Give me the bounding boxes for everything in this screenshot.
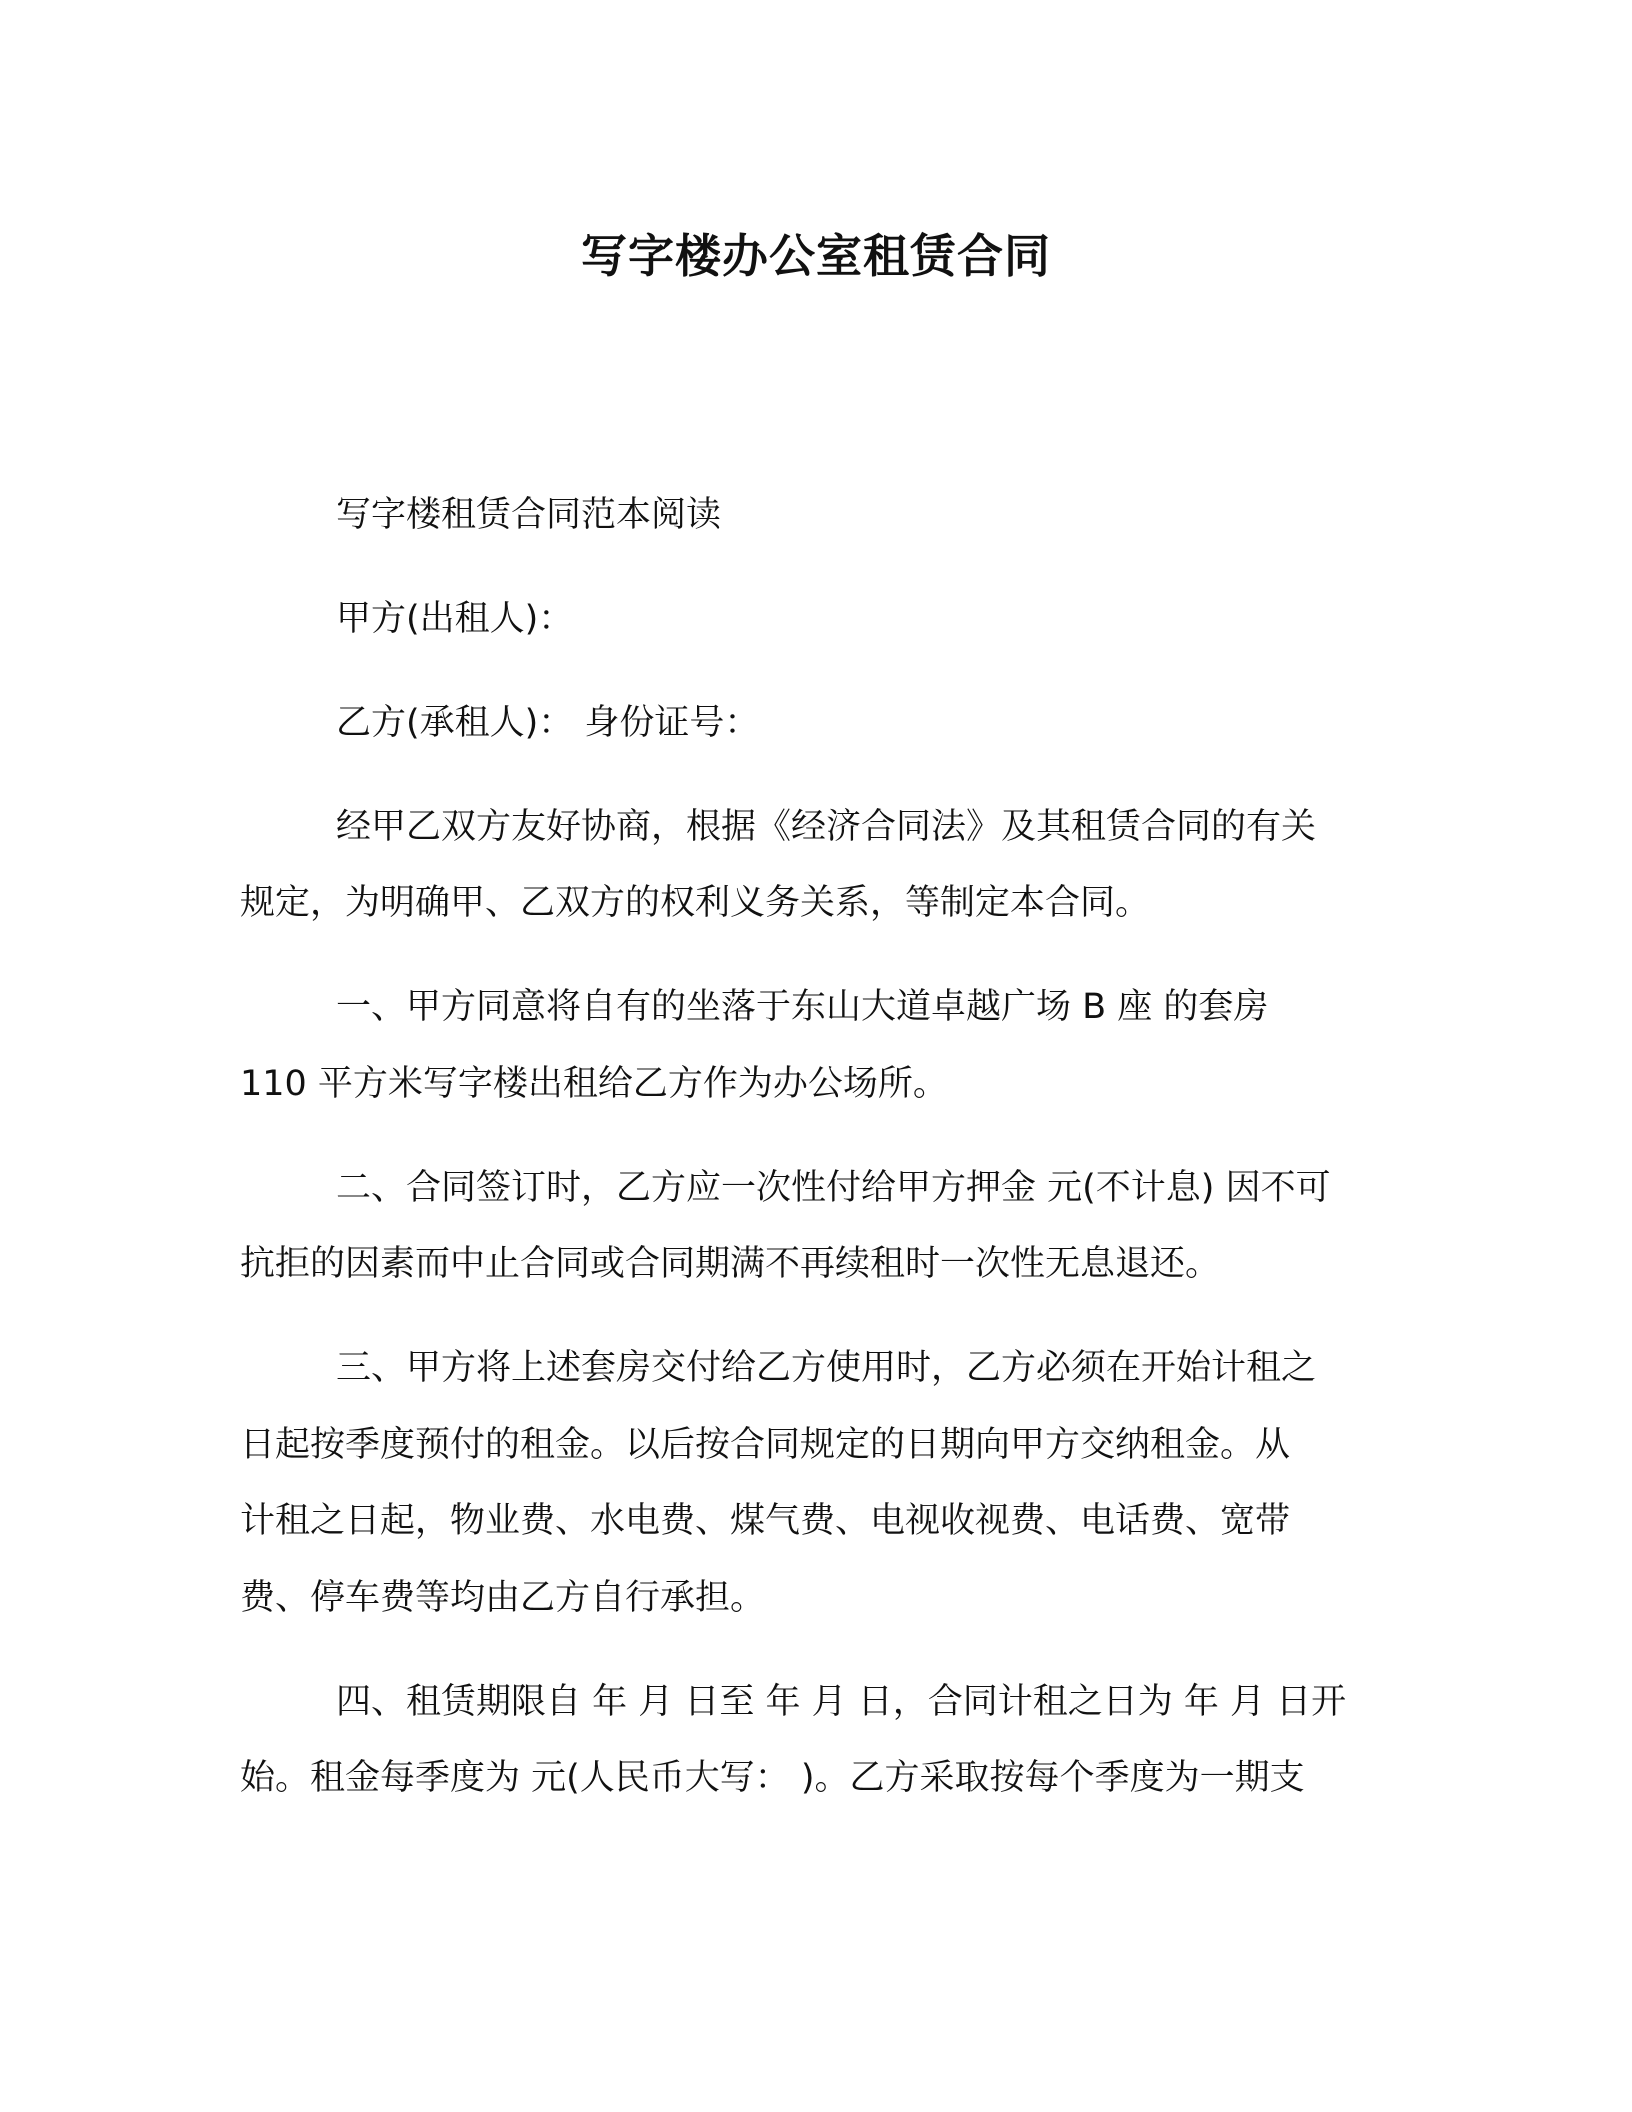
clause-4-line: 四、租赁期限自 年 月 日至 年 月 日，合同计租之日为 年 月 日开 (336, 1682, 1347, 1722)
clause-4-line: 始。租金每季度为 元(人民币大写： )。乙方采取按每个季度为一期支 (240, 1758, 1305, 1798)
clause-3-line: 费、停车费等均由乙方自行承担。 (240, 1578, 766, 1618)
clause-1-line: 一、甲方同意将自有的坐落于东山大道卓越广场 B 座 的套房 (336, 987, 1269, 1027)
party-b-line: 乙方(承租人)： 身份证号： (336, 703, 760, 743)
clause-2-line: 抗拒的因素而中止合同或合同期满不再续租时一次性无息退还。 (240, 1244, 1221, 1284)
document-subtitle: 写字楼租赁合同范本阅读 (336, 495, 722, 535)
clause-3-line: 三、甲方将上述套房交付给乙方使用时，乙方必须在开始计租之 (336, 1348, 1317, 1388)
party-a-line: 甲方(出租人)： (336, 599, 574, 639)
clause-1-line: 110 平方米写字楼出租给乙方作为办公场所。 (240, 1064, 948, 1104)
preamble-line: 经甲乙双方友好协商，根据《经济合同法》及其租赁合同的有关 (336, 807, 1317, 847)
preamble-line: 规定，为明确甲、乙双方的权利义务关系，等制定本合同。 (240, 883, 1151, 923)
clause-3-line: 计租之日起，物业费、水电费、煤气费、电视收视费、电话费、宽带 (240, 1501, 1291, 1541)
clause-2-line: 二、合同签订时，乙方应一次性付给甲方押金 元(不计息) 因不可 (336, 1168, 1331, 1208)
document-title: 写字楼办公室租赁合同 (581, 229, 1051, 283)
clause-3-line: 日起按季度预付的租金。以后按合同规定的日期向甲方交纳租金。从 (240, 1425, 1291, 1465)
